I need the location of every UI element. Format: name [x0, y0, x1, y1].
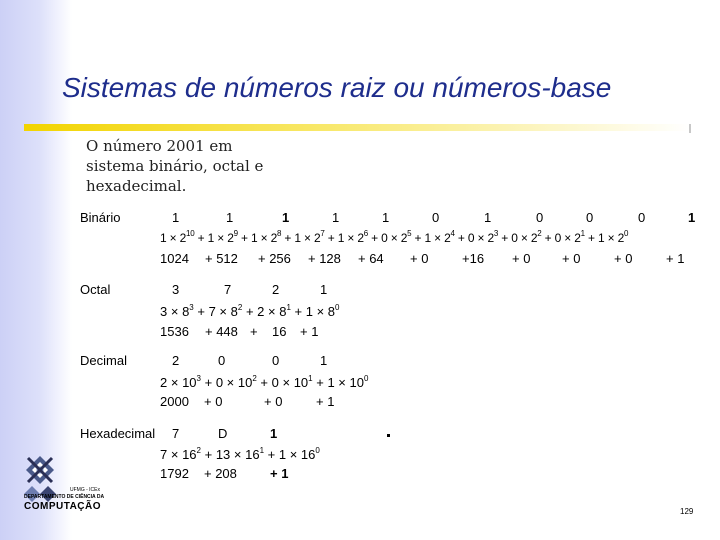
decimal-digit: 1: [320, 353, 328, 368]
sum-term: + 1: [270, 466, 289, 481]
decimal-digit: 0: [272, 353, 280, 368]
term-base: 2: [574, 231, 581, 245]
term-base: 2: [400, 231, 408, 245]
term-coef: 0: [511, 231, 518, 245]
term-base: 10: [182, 375, 197, 390]
term-coef: 1: [251, 231, 258, 245]
intro-line: O número 2001 em: [86, 137, 233, 155]
logo-line-1: UFMG - ICEx: [70, 487, 100, 493]
term-base: 2: [313, 231, 321, 245]
term-exp: 1: [286, 303, 291, 312]
term-exp: 1: [580, 229, 585, 238]
ufmg-dcc-logo: [24, 454, 120, 518]
octal-digit: 3: [172, 282, 180, 297]
intro-line: hexadecimal.: [86, 177, 187, 195]
binary-digit: 0: [536, 210, 544, 225]
binary-digit: 1: [332, 210, 340, 225]
sum-term: + 1: [316, 394, 335, 409]
binary-expansion: $1 \times 2^{10} + 1 \times 2^9 + 1 \times 2^8 + 1 \times 2^7 + 1 \times 2^6 + 0 \times 2^5 + 1 \times 2^4 + 0 \times 2^3 + 0 \times 2^2 + 0 \times 2^1 + 1 \times 2^0$: [160, 229, 629, 245]
octal-label: Octal: [80, 282, 111, 297]
binary-digit: 1: [172, 210, 180, 225]
sum-term: 16: [272, 324, 287, 339]
term-base: 2: [530, 231, 538, 245]
intro-text: [86, 136, 263, 196]
term-base: 2: [227, 231, 234, 245]
sum-term: + 0: [264, 394, 283, 409]
octal-digit: 1: [320, 282, 328, 297]
stray-dot: [387, 434, 390, 437]
sum-term: + 256: [258, 251, 291, 266]
term-base: 2: [487, 231, 494, 245]
sum-term: + 1: [666, 251, 685, 266]
term-coef: 1: [337, 231, 345, 245]
term-exp: 0: [315, 446, 320, 455]
term-coef: 1: [278, 447, 287, 462]
term-exp: 2: [537, 229, 542, 238]
decimal-label: Decimal: [80, 353, 127, 368]
sum-term: + 128: [308, 251, 341, 266]
sum-term: +16: [462, 251, 485, 266]
binary-digit: 1: [282, 210, 290, 225]
term-exp: 2: [252, 374, 257, 383]
term-exp: 9: [233, 229, 238, 238]
binary-label: Binário: [80, 210, 121, 225]
sum-term: + 0: [512, 251, 531, 266]
binary-digit: 1: [226, 210, 234, 225]
term-exp: 7: [320, 229, 325, 238]
term-base: 16: [300, 447, 316, 462]
term-base: 16: [245, 447, 260, 462]
sum-term: + 0: [204, 394, 223, 409]
term-exp: 3: [189, 303, 194, 312]
sum-term: + 0: [562, 251, 581, 266]
title-underline: [24, 124, 690, 131]
term-exp: 6: [363, 229, 369, 238]
term-coef: 1: [294, 231, 301, 245]
term-coef: 0: [215, 375, 224, 390]
term-coef: 0: [554, 231, 562, 245]
hexadecimal-digit: 1: [270, 426, 278, 441]
term-coef: 1: [160, 231, 167, 245]
term-exp: 2: [196, 446, 201, 455]
term-coef: 1: [598, 231, 605, 245]
term-exp: 10: [186, 229, 195, 238]
term-exp: 4: [450, 229, 455, 238]
term-exp: 0: [624, 229, 629, 238]
term-base: 8: [230, 304, 238, 319]
term-coef: 7: [208, 304, 216, 319]
sum-term: + 208: [204, 466, 237, 481]
term-coef: 1: [207, 231, 215, 245]
term-coef: 0: [271, 375, 279, 390]
octal-digit: 2: [272, 282, 280, 297]
term-coef: 0: [381, 231, 388, 245]
term-exp: 1: [308, 374, 313, 383]
term-coef: 1: [327, 375, 335, 390]
term-exp: 3: [196, 374, 201, 383]
binary-digit: 1: [688, 210, 696, 225]
term-base: 2: [270, 231, 278, 245]
sum-term: +: [250, 324, 258, 339]
logo-line-3: COMPUTAÇÃO: [24, 501, 102, 512]
term-coef: 2: [257, 304, 265, 319]
term-base: 2: [617, 231, 625, 245]
term-base: 10: [237, 375, 253, 390]
sum-term: 2000: [160, 394, 189, 409]
sum-term: + 0: [614, 251, 633, 266]
term-exp: 3: [493, 229, 499, 238]
binary-digit: 1: [484, 210, 492, 225]
octal-expansion: $3 \times 8^3 + 7 \times 8^2 + 2 \times 8^1 + 1 \times 8^0$: [160, 303, 340, 319]
term-exp: 2: [237, 303, 243, 312]
sum-term: + 1: [300, 324, 319, 339]
term-base: 8: [182, 304, 190, 319]
term-coef: 3: [160, 304, 168, 319]
term-base: 8: [279, 304, 287, 319]
sum-term: + 64: [358, 251, 384, 266]
term-base: 10: [349, 375, 364, 390]
sum-term: + 0: [410, 251, 429, 266]
decimal-expansion: $2 \times 10^3 + 0 \times 10^2 + 0 \times 10^1 + 1 \times 10^0$: [160, 374, 369, 390]
term-coef: 1: [305, 304, 313, 319]
page-number: 129: [680, 507, 694, 516]
term-base: 2: [179, 231, 187, 245]
sum-term: 1792: [160, 466, 189, 481]
term-base: 16: [182, 447, 197, 462]
title-underline-end-mark: [689, 124, 691, 133]
logo-line-2: DEPARTAMENTO DE CIÊNCIA DA: [24, 494, 105, 500]
term-base: 2: [357, 231, 364, 245]
term-coef: 0: [467, 231, 475, 245]
term-exp: 5: [407, 229, 412, 238]
decimal-digit: 0: [218, 353, 226, 368]
hexadecimal-digit: D: [218, 426, 228, 441]
term-base: 2: [444, 231, 451, 245]
term-coef: 13: [215, 447, 231, 462]
binary-digit: 0: [638, 210, 646, 225]
hexadecimal-label: Hexadecimal: [80, 426, 156, 441]
term-exp: 0: [363, 374, 369, 383]
term-coef: 7: [160, 447, 168, 462]
sum-term: + 448: [205, 324, 238, 339]
term-coef: 2: [160, 375, 168, 390]
sum-term: 1024: [160, 251, 189, 266]
octal-digit: 7: [224, 282, 232, 297]
term-coef: 1: [424, 231, 431, 245]
term-exp: 1: [259, 446, 265, 455]
decimal-digit: 2: [172, 353, 180, 368]
binary-digit: 0: [586, 210, 594, 225]
term-base: 10: [293, 375, 309, 390]
hexadecimal-digit: 7: [172, 426, 180, 441]
sum-term: + 512: [205, 251, 238, 266]
binary-digit: 0: [432, 210, 440, 225]
term-exp: 0: [335, 303, 340, 312]
binary-digit: 1: [382, 210, 390, 225]
hexadecimal-expansion: $7 \times 16^2 + 13 \times 16^1 + 1 \times 16^0$: [160, 446, 320, 462]
sum-term: 1536: [160, 324, 189, 339]
intro-line: sistema binário, octal e: [86, 157, 264, 175]
term-base: 8: [327, 304, 336, 319]
slide-title: Sistemas de números raiz ou números-base: [62, 72, 612, 103]
term-exp: 8: [277, 229, 282, 238]
